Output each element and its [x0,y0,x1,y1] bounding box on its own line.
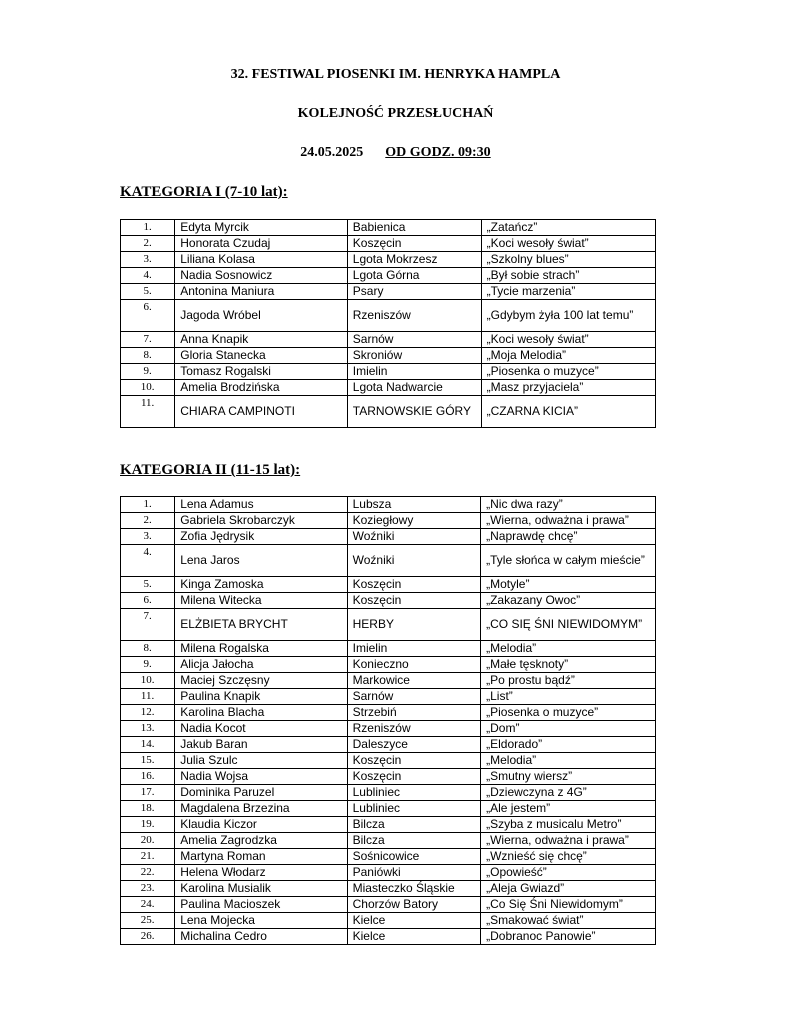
table-row [121,705,656,721]
participant-town: Lubliniec [347,785,480,801]
date-time-line [0,145,791,161]
participant-name: Karolina Musialik [175,881,347,897]
song-title: „CZARNA KICIA” [481,396,655,428]
participant-name: Klaudia Kiczor [175,817,347,833]
song-title: „Aleja Gwiazd” [481,881,656,897]
row-number: 3. [121,529,175,545]
table-row [121,268,656,284]
participant-name: Alicja Jałocha [175,657,347,673]
participant-name: Nadia Kocot [175,721,347,737]
song-title: „Naprawdę chcę” [481,529,656,545]
participant-town: Sarnów [347,332,481,348]
participant-town: Skroniów [347,348,481,364]
song-title: „Ale jestem” [481,801,656,817]
table-row [121,865,656,881]
participant-town: Sośnicowice [347,849,480,865]
participant-town: Babienica [347,220,481,236]
participant-town: Sarnów [347,689,480,705]
participant-town: Koszęcin [347,236,481,252]
song-title: „List” [481,689,656,705]
row-number: 1. [121,497,175,513]
song-title: „Wierna, odważna i prawa” [481,833,656,849]
song-title: „Był sobie strach” [481,268,655,284]
table-row [121,513,656,529]
participant-town: Chorzów Batory [347,897,480,913]
row-number: 6. [121,593,175,609]
row-number: 9. [121,364,175,380]
table-row [121,881,656,897]
table-row [121,396,656,428]
participant-name: Antonina Maniura [175,284,348,300]
participant-name: Paulina Knapik [175,689,347,705]
participant-name: Magdalena Brzezina [175,801,347,817]
participant-name: Martyna Roman [175,849,347,865]
participant-town: Koszęcin [347,753,480,769]
row-number: 19. [121,817,175,833]
song-title: „Masz przyjaciela” [481,380,655,396]
table-row [121,497,656,513]
row-number: 21. [121,849,175,865]
table-row [121,849,656,865]
song-title: „Koci wesoły świat” [481,332,655,348]
row-number: 23. [121,881,175,897]
participant-town: Imielin [347,641,480,657]
participant-name: Kinga Zamoska [175,577,347,593]
participant-name: Gabriela Skrobarczyk [175,513,347,529]
participant-name: Lena Mojecka [175,913,347,929]
participant-town: Bilcza [347,833,480,849]
row-number: 11. [121,396,175,428]
participant-town: Woźniki [347,545,480,577]
participant-town: Koszęcin [347,593,480,609]
participant-town: Kielce [347,913,480,929]
row-number: 22. [121,865,175,881]
participant-name: Karolina Blacha [175,705,347,721]
row-number: 10. [121,380,175,396]
song-title: „Dom” [481,721,656,737]
table-row [121,657,656,673]
song-title: „Moja Melodia” [481,348,655,364]
table-row [121,284,656,300]
participant-name: Maciej Szczęsny [175,673,347,689]
table-row [121,817,656,833]
table-row [121,913,656,929]
table-row [121,609,656,641]
table-row [121,689,656,705]
participant-name: Amelia Brodzińska [175,380,348,396]
participant-town: HERBY [347,609,480,641]
participant-town: Daleszyce [347,737,480,753]
event-date: 24.05.2025 [300,145,364,160]
row-number: 4. [121,545,175,577]
row-number: 7. [121,332,175,348]
participant-name: Milena Rogalska [175,641,347,657]
participant-town: Kielce [347,929,480,945]
participant-name: ELŻBIETA BRYCHT [175,609,347,641]
row-number: 1. [121,220,175,236]
participant-town: Strzebiń [347,705,480,721]
participant-name: Jagoda Wróbel [175,300,348,332]
song-title: „Po prostu bądź” [481,673,656,689]
song-title: „Smakować świat” [481,913,656,929]
row-number: 13. [121,721,175,737]
participant-town: Lgota Górna [347,268,481,284]
table-row [121,721,656,737]
song-title: „Koci wesoły świat” [481,236,655,252]
table-row [121,593,656,609]
participant-town: TARNOWSKIE GÓRY [347,396,481,428]
song-title: „Melodia” [481,641,656,657]
participant-name: Gloria Stanecka [175,348,348,364]
song-title: „Tyle słońca w całym mieście” [481,545,656,577]
table-row [121,769,656,785]
row-number: 2. [121,236,175,252]
participant-town: Bilcza [347,817,480,833]
row-number: 20. [121,833,175,849]
table-row [121,833,656,849]
table-row [121,753,656,769]
row-number: 12. [121,705,175,721]
row-number: 16. [121,769,175,785]
song-title: „Zatańcz” [481,220,655,236]
participant-name: Paulina Macioszek [175,897,347,913]
row-number: 25. [121,913,175,929]
participant-town: Lgota Mokrzesz [347,252,481,268]
song-title: „Piosenka o muzyce” [481,364,655,380]
table-row [121,529,656,545]
table-row [121,737,656,753]
participant-town: Koszęcin [347,769,480,785]
category-1-table [120,219,656,428]
row-number: 2. [121,513,175,529]
participant-town: Koszęcin [347,577,480,593]
participant-town: Rzeniszów [347,721,480,737]
participant-town: Psary [347,284,481,300]
row-number: 6. [121,300,175,332]
row-number: 15. [121,753,175,769]
row-number: 26. [121,929,175,945]
song-title: „Szkolny blues” [481,252,655,268]
participant-name: Nadia Sosnowicz [175,268,348,284]
song-title: „Wznieść się chcę” [481,849,656,865]
row-number: 9. [121,657,175,673]
row-number: 7. [121,609,175,641]
participant-name: Nadia Wojsa [175,769,347,785]
participant-town: Rzeniszów [347,300,481,332]
table-row [121,929,656,945]
table-row [121,641,656,657]
table-row [121,801,656,817]
participant-town: Lubsza [347,497,480,513]
participant-name: Tomasz Rogalski [175,364,348,380]
category-1-heading: KATEGORIA I (7-10 lat): [120,184,288,200]
participant-town: Konieczno [347,657,480,673]
row-number: 17. [121,785,175,801]
table-row [121,364,656,380]
participant-name: Julia Szulc [175,753,347,769]
participant-name: Edyta Myrcik [175,220,348,236]
row-number: 10. [121,673,175,689]
row-number: 11. [121,689,175,705]
table-row [121,332,656,348]
participant-name: CHIARA CAMPINOTI [175,396,348,428]
table-row [121,380,656,396]
row-number: 14. [121,737,175,753]
table-row [121,236,656,252]
participant-name: Lena Jaros [175,545,347,577]
category-2-table [120,496,656,945]
song-title: „Motyle” [481,577,656,593]
participant-town: Miasteczko Śląskie [347,881,480,897]
row-number: 5. [121,284,175,300]
audition-order-subtitle: KOLEJNOŚĆ PRZESŁUCHAŃ [297,106,494,121]
song-title: „Piosenka o muzyce” [481,705,656,721]
song-title: „Smutny wiersz” [481,769,656,785]
row-number: 5. [121,577,175,593]
song-title: „Co Się Śni Niewidomym” [481,897,656,913]
participant-name: Jakub Baran [175,737,347,753]
category-2-heading: KATEGORIA II (11-15 lat): [120,462,301,478]
participant-name: Zofia Jędrysik [175,529,347,545]
table-row [121,545,656,577]
song-title: „Tycie marzenia” [481,284,655,300]
participant-name: Lena Adamus [175,497,347,513]
song-title: „Eldorado” [481,737,656,753]
row-number: 18. [121,801,175,817]
row-number: 8. [121,348,175,364]
row-number: 24. [121,897,175,913]
participant-name: Michalina Cedro [175,929,347,945]
participant-town: Imielin [347,364,481,380]
table-row [121,785,656,801]
participant-town: Koziegłowy [347,513,480,529]
participant-town: Woźniki [347,529,480,545]
song-title: „CO SIĘ ŚNI NIEWIDOMYM” [481,609,656,641]
participant-town: Lgota Nadwarcie [347,380,481,396]
row-number: 8. [121,641,175,657]
row-number: 4. [121,268,175,284]
song-title: „Melodia” [481,753,656,769]
table-row [121,300,656,332]
event-start-time: OD GODZ. 09:30 [385,145,491,160]
participant-name: Liliana Kolasa [175,252,348,268]
festival-title: 32. FESTIWAL PIOSENKI IM. HENRYKA HAMPLA [230,67,561,82]
participant-name: Milena Witecka [175,593,347,609]
row-number: 3. [121,252,175,268]
song-title: „Gdybym żyła 100 lat temu” [481,300,655,332]
song-title: „Opowieść” [481,865,656,881]
table-row [121,220,656,236]
participant-name: Dominika Paruzel [175,785,347,801]
song-title: „Małe tęsknoty” [481,657,656,673]
participant-town: Markowice [347,673,480,689]
table-row [121,673,656,689]
song-title: „Szyba z musicalu Metro” [481,817,656,833]
participant-name: Honorata Czudaj [175,236,348,252]
table-row [121,897,656,913]
participant-name: Anna Knapik [175,332,348,348]
song-title: „Dziewczyna z 4G” [481,785,656,801]
participant-name: Amelia Zagrodzka [175,833,347,849]
table-row [121,577,656,593]
participant-town: Lubliniec [347,801,480,817]
table-row [121,252,656,268]
participant-name: Helena Włodarz [175,865,347,881]
song-title: „Wierna, odważna i prawa” [481,513,656,529]
table-row [121,348,656,364]
song-title: „Nic dwa razy” [481,497,656,513]
song-title: „Zakazany Owoc” [481,593,656,609]
song-title: „Dobranoc Panowie” [481,929,656,945]
participant-town: Paniówki [347,865,480,881]
